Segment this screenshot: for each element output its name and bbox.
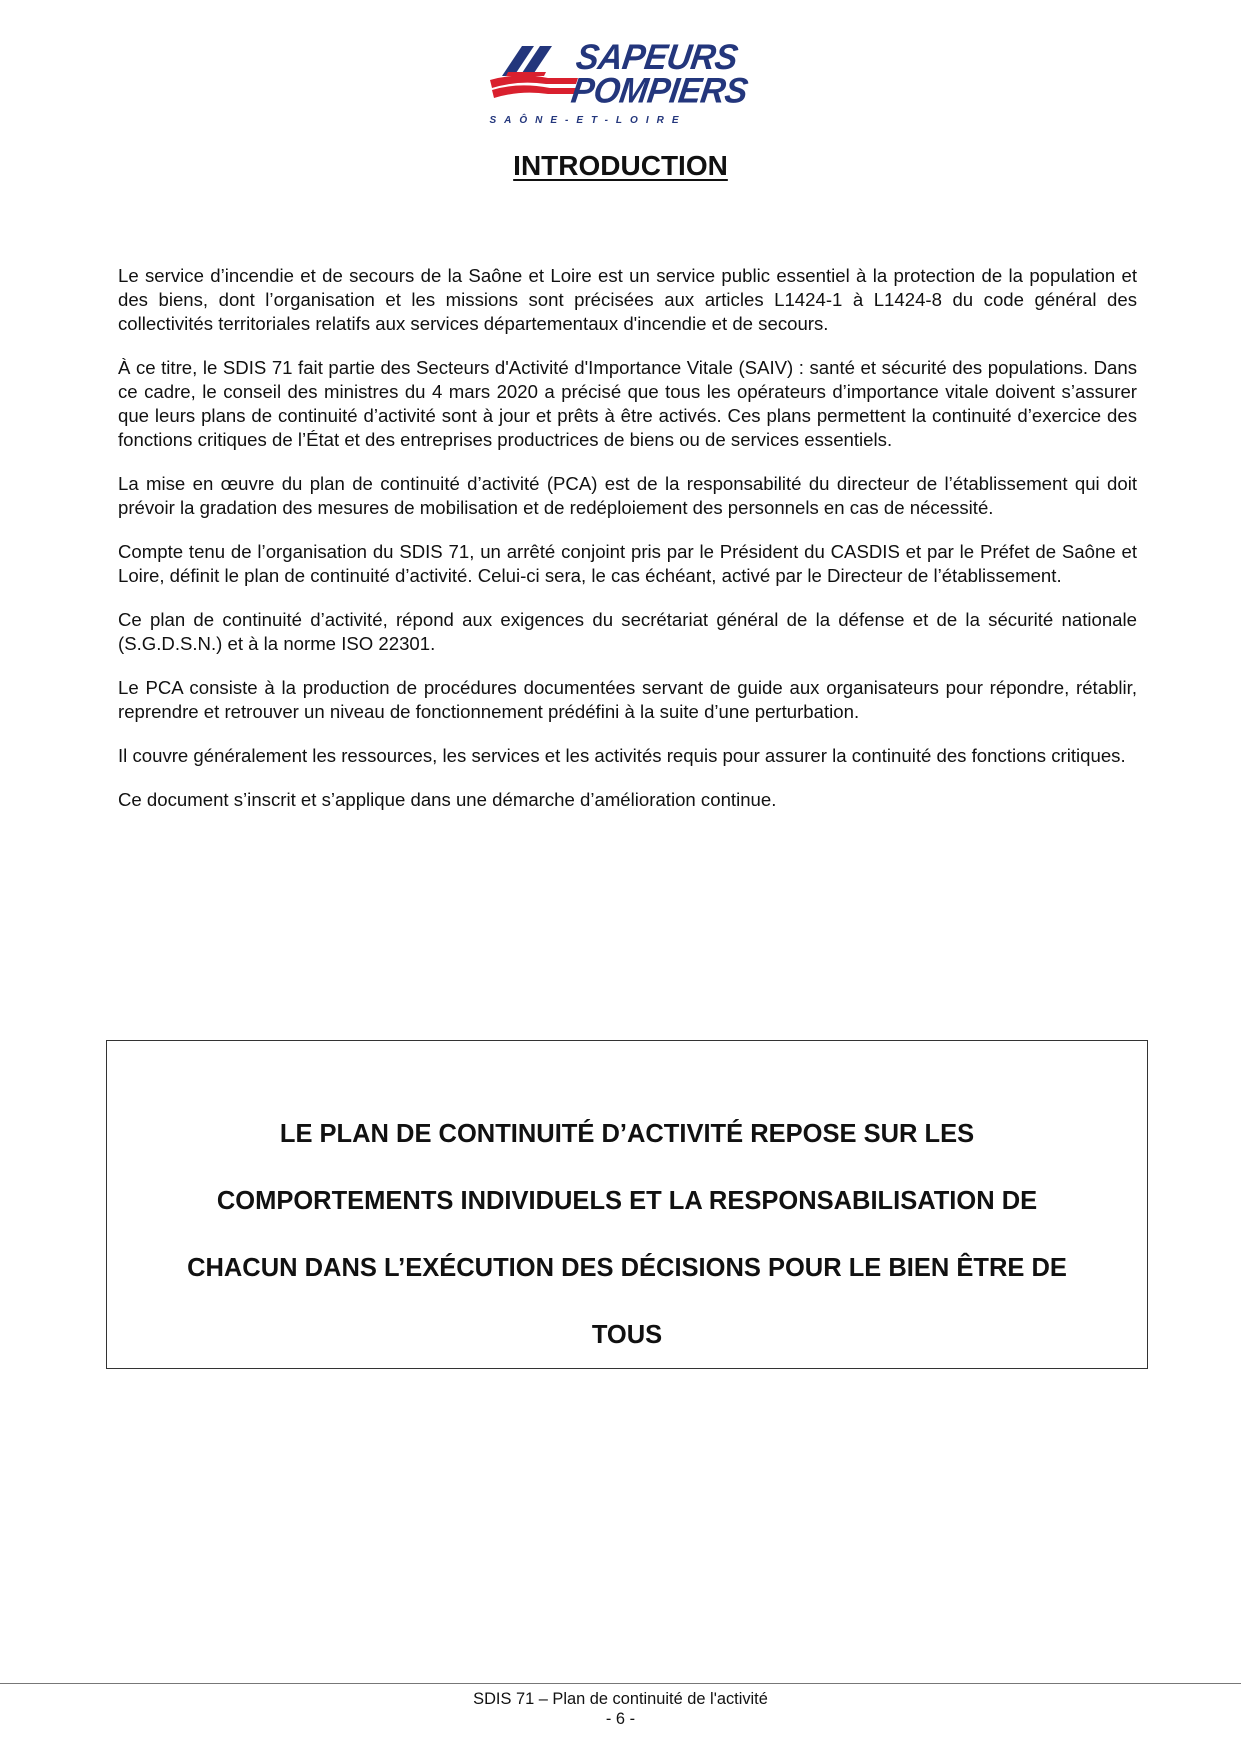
paragraph: La mise en œuvre du plan de continuité d’activité (PCA) est de la responsabilité du directeur de l’établissement qui doit prévoir la gradation des mesures de mobilisation et de redéploiement des personnels en cas de nécessité.	[118, 473, 1137, 518]
footer-divider	[0, 1683, 1241, 1684]
page-number: - 6 -	[605, 1710, 636, 1728]
logo-line-2: POMPIERS	[568, 70, 750, 111]
key-message-line: COMPORTEMENTS INDIVIDUELS ET LA RESPONSABILISATION DE	[216, 1187, 1038, 1215]
key-message-line: LE PLAN DE CONTINUITÉ D’ACTIVITÉ REPOSE SUR LES	[279, 1120, 975, 1148]
paragraph: Le PCA consiste à la production de procédures documentées servant de guide aux organisateurs pour répondre, rétablir, reprendre et retrouver un niveau de fonctionnement prédéfini à la suite d’une perturbation.	[118, 677, 1137, 722]
paragraph: Ce plan de continuité d’activité, répond aux exigences du secrétariat général de la défense et de la sécurité nationale (S.G.D.S.N.) et à la norme ISO 22301.	[118, 609, 1137, 654]
sdis-logo	[488, 37, 750, 128]
paragraph: Compte tenu de l’organisation du SDIS 71, un arrêté conjoint pris par le Président du CASDIS et par le Préfet de Saône et Loire, définit le plan de continuité d’activité. Celui-ci sera, le cas échéant, activé par le Directeur de l’établissement.	[118, 541, 1137, 586]
flame-stripes-icon	[488, 42, 583, 102]
page-footer	[0, 1689, 1241, 1729]
key-message-line: TOUS	[591, 1321, 663, 1349]
footer-document-title: SDIS 71 – Plan de continuité de l'activité	[473, 1690, 768, 1708]
paragraph: Il couvre généralement les ressources, les services et les activités requis pour assurer la continuité des fonctions critiques.	[118, 745, 1126, 766]
page-title: INTRODUCTION	[513, 150, 728, 181]
logo-subtitle: SAÔNE-ET-LOIRE	[489, 115, 687, 126]
paragraph: À ce titre, le SDIS 71 fait partie des Secteurs d'Activité d'Importance Vitale (SAIV) : santé et sécurité des populations. Dans ce cadre, le conseil des ministres du 4 mars 2020 a précisé que tous les opérateurs d’importance vitale doivent s’assurer que leurs plans de continuité d’activité sont à jour et prêts à être activés. Ces plans permettent la continuité d’exercice des fonctions critiques de l’État et des entreprises productrices de biens ou de services essentiels.	[118, 357, 1137, 450]
paragraph: Le service d’incendie et de secours de la Saône et Loire est un service public essentiel à la protection de la population et des biens, dont l’organisation et les missions sont précisées aux articles L1424-1 à L1424-8 du code général des collectivités territoriales relatifs aux services départementaux d'incendie et de secours.	[118, 265, 1137, 334]
key-message-box	[106, 1040, 1148, 1369]
key-message-text	[107, 1101, 1147, 1369]
introduction-body	[118, 264, 1137, 832]
logo-wordmark	[568, 37, 754, 111]
logo-line-1: SAPEURS	[573, 37, 741, 78]
paragraph: Ce document s’inscrit et s’applique dans une démarche d’amélioration continue.	[118, 789, 777, 810]
key-message-line: CHACUN DANS L’EXÉCUTION DES DÉCISIONS POUR LE BIEN ÊTRE DE	[187, 1254, 1067, 1282]
